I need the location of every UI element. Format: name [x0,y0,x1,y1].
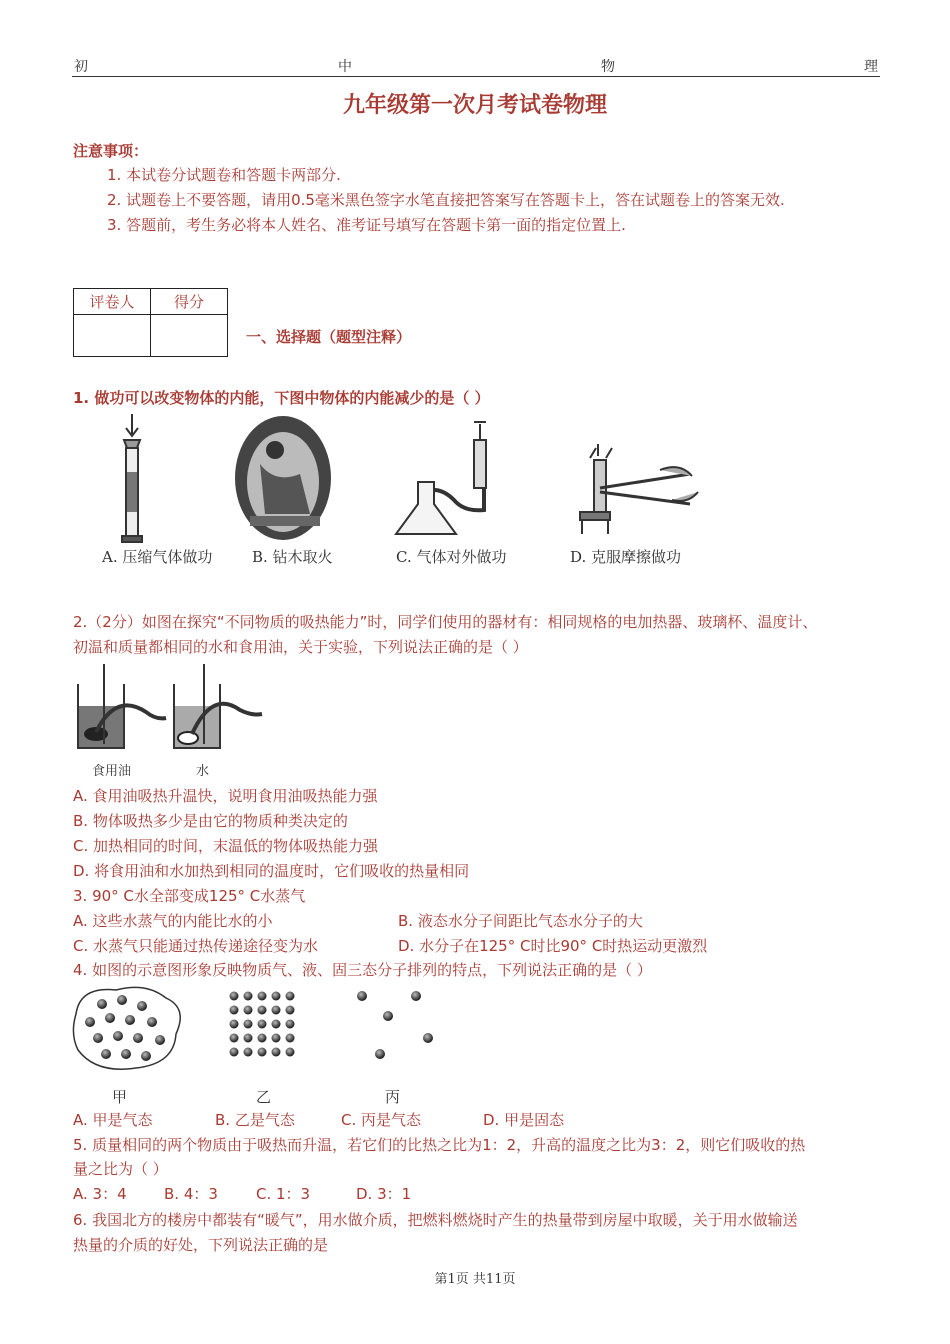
oil-beaker-image [78,664,166,748]
notice-item: 2. 试题卷上不要答题，请用0.5毫米黑色签字水笔直接把答案写在答题卡上，答在试题卷上的答案无效. [107,191,785,209]
liquid-diagram-image [73,987,180,1069]
q1-caption-d: D. 克服摩擦做功 [570,548,682,566]
header-rule [72,76,880,77]
score-table-score-header: 得分 [151,289,228,315]
q4-fig-label-jia: 甲 [112,1088,128,1106]
header-char-2: 中 [338,59,352,75]
question-3-stem: 3. 90° C水全部变成125° C水蒸气 [73,887,306,905]
section-heading: 一、选择题（题型注释） [246,328,412,346]
q2-fig-label-oil: 食用油 [92,764,132,779]
drilling-wood-image [235,416,331,540]
page-footer: 第1页 共11页 [434,1272,516,1287]
flask-pump-image [396,422,486,534]
q4-option-b: B. 乙是气态 [215,1111,295,1129]
q5-option-c: C. 1：3 [256,1185,311,1203]
question-6-stem-line2: 热量的介质的好处，下列说法正确的是 [73,1236,329,1254]
q5-option-b: B. 4：3 [164,1185,218,1203]
q5-option-a: A. 3：4 [73,1185,127,1203]
q2-option-d: D. 将食用油和水加热到相同的温度时，它们吸收的热量相同 [73,862,470,880]
q5-option-d: D. 3：1 [356,1185,412,1203]
q4-states-figure [72,984,452,1076]
q2-option-b: B. 物体吸热多少是由它的物质种类决定的 [73,812,348,830]
notice-item: 3. 答题前，考生务必将本人姓名、准考证号填写在答题卡第一面的指定位置上. [107,216,626,234]
q2-beaker-figure [74,662,274,758]
question-5-stem-line2: 量之比为（ ） [73,1160,168,1178]
question-2-stem-line2: 初温和质量都相同的水和食用油，关于实验，下列说法正确的是（ ） [73,638,528,656]
score-table-grader-header: 评卷人 [74,289,151,315]
q3-option-d: D. 水分子在125° C时比90° C时热运动更激烈 [398,937,708,955]
q4-option-a: A. 甲是气态 [73,1111,153,1129]
q1-caption-c: C. 气体对外做功 [396,548,507,566]
score-table [73,288,228,357]
score-table-score-cell [151,315,228,357]
question-6-stem-line1: 6. 我国北方的楼房中都装有“暖气”，用水做介质，把燃料燃烧时产生的热量带到房屋中取暖，关于用水做输送 [73,1211,798,1229]
question-4-stem: 4. 如图的示意图形象反映物质气、液、固三态分子排列的特点，下列说法正确的是（ ） [73,961,652,979]
q1-caption-b: B. 钻木取火 [252,548,333,566]
q4-option-c: C. 丙是气态 [341,1111,422,1129]
q1-figure [100,412,720,544]
q2-option-a: A. 食用油吸热升温快，说明食用油吸热能力强 [73,787,378,805]
q3-option-a: A. 这些水蒸气的内能比水的小 [73,912,273,930]
header-char-3: 物 [601,59,615,75]
water-beaker-image [174,664,262,748]
q2-fig-label-water: 水 [196,764,210,779]
header-char-1: 初 [74,59,88,75]
page-title: 九年级第一次月考试卷物理 [342,93,607,118]
question-2-stem-line1: 2.（2分）如图在探究“不同物质的吸热能力”时，同学们使用的器材有：相同规格的电加热器、玻璃杯、温度计、 [73,613,818,631]
q1-caption-a: A. 压缩气体做功 [102,548,213,566]
question-5-stem-line1: 5. 质量相同的两个物质由于吸热而升温，若它们的比热之比为1：2，升高的温度之比为3：2，则它们吸收的热 [73,1136,806,1154]
q4-fig-label-bing: 丙 [385,1088,401,1106]
notice-heading: 注意事项： [73,142,149,160]
friction-tube-image [580,444,698,534]
q3-option-c: C. 水蒸气只能通过热传递途径变为水 [73,937,319,955]
notice-item: 1. 本试卷分试题卷和答题卡两部分. [107,166,341,184]
q2-option-c: C. 加热相同的时间，末温低的物体吸热能力强 [73,837,379,855]
q4-option-d: D. 甲是固态 [483,1111,565,1129]
solid-diagram-image [230,992,295,1057]
q4-fig-label-yi: 乙 [256,1088,272,1106]
question-1-stem: 1. 做功可以改变物体的内能，下图中物体的内能减少的是（ ） [73,389,490,407]
q3-option-b: B. 液态水分子间距比气态水分子的大 [398,912,643,930]
compression-tube-image [122,414,142,542]
header-char-4: 理 [864,59,878,75]
gas-diagram-image [357,991,433,1059]
score-table-grader-cell [74,315,151,357]
